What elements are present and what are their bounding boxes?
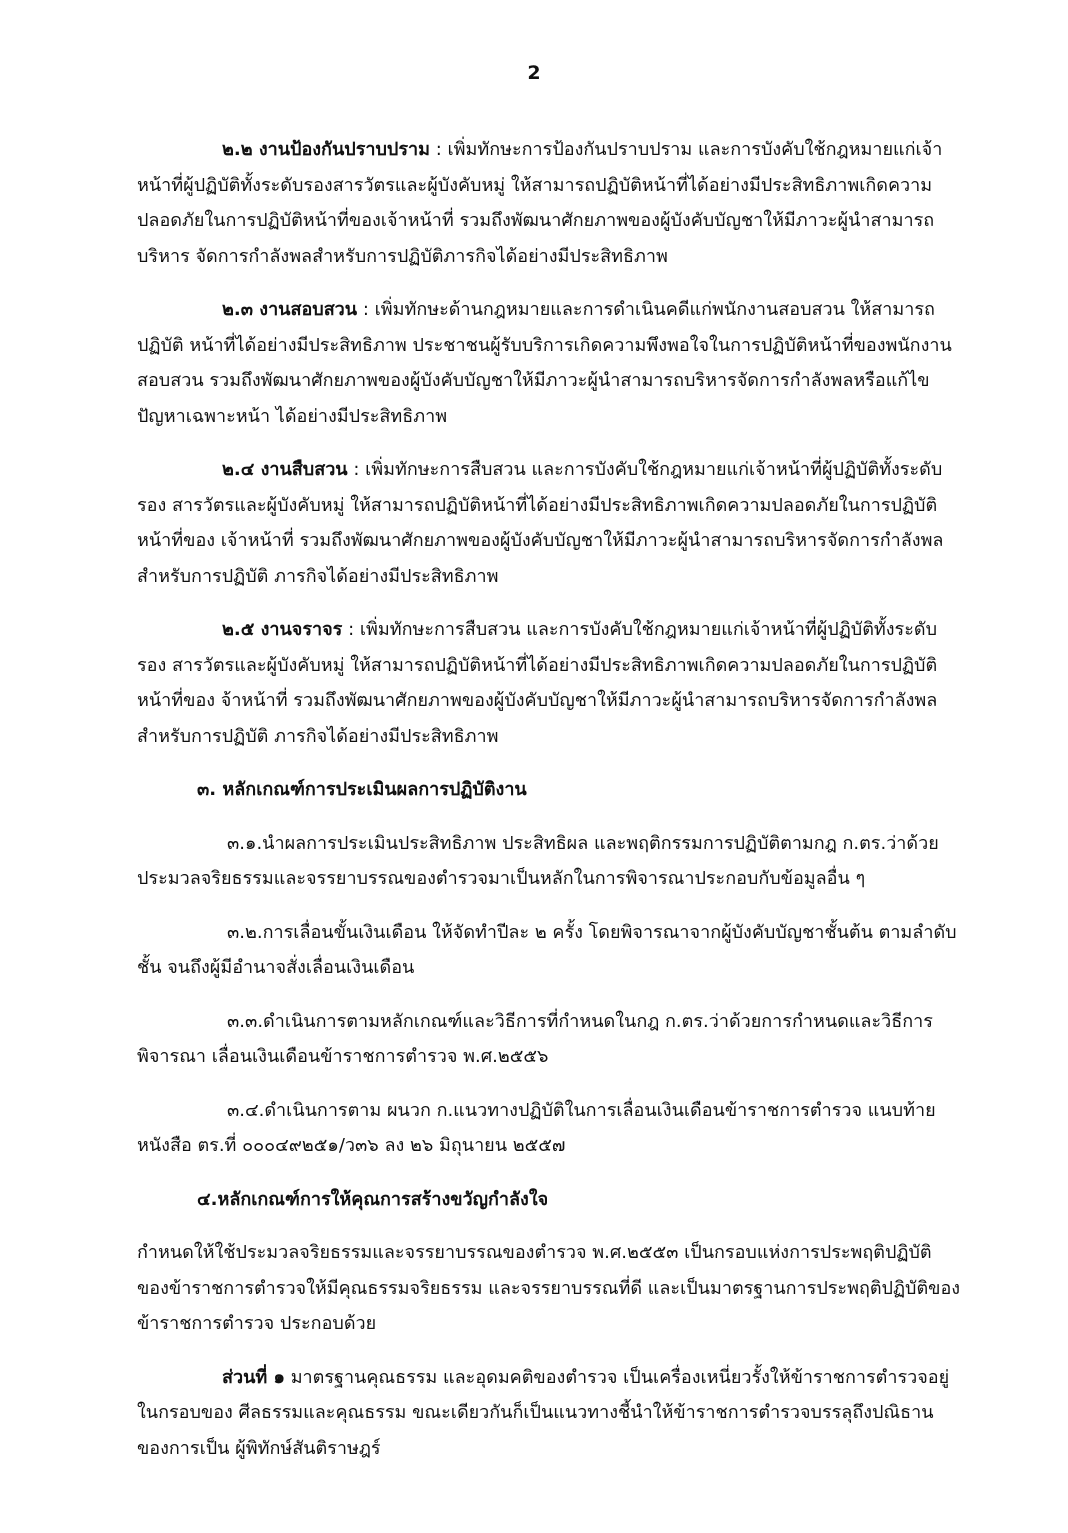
section-text: : เพิ่มทักษะการสืบสวน และการบังคับใช้กฎหมายแก่เจ้าหน้าที่ผู้ปฏิบัติทั้งระดับรอง สารวัตรและผู้บังคับหมู่ ให้สามารถปฏิบัติหน้าที่ได้อย่างมีประสิทธิภาพเกิดความปลอดภัยในการปฏิบัติหน้าที่ของ จ้าหน้าที่ รวมถึงพัฒนาศักยภาพของผู้บังคับบัญชาให้มีภาวะผู้นำสามารถบริหารจัดการกำลังพลสำหรับการปฏิบัติ ภารกิจได้อย่างมีประสิทธิภาพ [137,619,938,747]
section-lead: ๒.๒ งานป้องกันปราบปราม [222,139,430,160]
heading-4-morale-criteria: ๔.หลักเกณฑ์การให้คุณการสร้างขวัญกำลังใจ [197,1188,549,1210]
item-3-3: ๓.๓.ดำเนินการตามหลักเกณฑ์และวิธีการที่กำหนดในกฎ ก.ตร.ว่าด้วยการกำหนดและวิธีการพิจารณา เลื่อนเงินเดือนข้าราชการตำรวจ พ.ศ.๒๕๕๖ [137,1010,933,1067]
part-text: มาตรฐานคุณธรรม และอุดมคติของตำรวจ เป็นเครื่องเหนี่ยวรั้งให้ข้าราชการตำรวจอยู่ในกรอบของ ศีลธรรมและคุณธรรม ขณะเดียวกันก็เป็นแนวทางชี้นำให้ข้าราชการตำรวจบรรลุถึงปณิธานของการเป็น ผู้พิทักษ์สันติราษฎร์ [137,1366,950,1459]
part-1-moral-standards [137,1360,962,1467]
section-2-2-prevention [137,132,962,274]
item-3-2: ๓.๒.การเลื่อนขั้นเงินเดือน ให้จัดทำปีละ ๒ ครั้ง โดยพิจารณาจากผู้บังคับบัญชาชั้นต้น ตามลำดับชั้น จนถึงผู้มีอำนาจสั่งเลื่อนเงินเดือน [137,921,957,978]
section-lead: ๒.๔ งานสืบสวน [222,459,348,480]
section-text: : เพิ่มทักษะการสืบสวน และการบังคับใช้กฎหมายแก่เจ้าหน้าที่ผู้ปฏิบัติทั้งระดับรอง สารวัตรและผู้บังคับหมู่ ให้สามารถปฏิบัติหน้าที่ได้อย่างมีประสิทธิภาพเกิดความปลอดภัยในการปฏิบัติหน้าที่ของ เจ้าหน้าที่ รวมถึงพัฒนาศักยภาพของผู้บังคับบัญชาให้มีภาวะผู้นำสามารถบริหารจัดการกำลังพลสำหรับการปฏิบัติ ภารกิจได้อย่างมีประสิทธิภาพ [137,459,944,587]
paragraph-4-ethics-code: กำหนดให้ใช้ประมวลจริยธรรมและจรรยาบรรณของตำรวจ พ.ศ.๒๕๕๓ เป็นกรอบแห่งการประพฤติปฏิบัติของข้าราชการตำรวจให้มีคุณธรรมจริยธรรม และจรรยาบรรณที่ดี และเป็นมาตรฐานการประพฤติปฏิบัติของข้าราชการตำรวจ ประกอบด้วย [137,1242,961,1334]
section-text: : เพิ่มทักษะด้านกฎหมายและการดำเนินคดีแก่พนักงานสอบสวน ให้สามารถปฏิบัติ หน้าที่ได้อย่างมีประสิทธิภาพ ประชาชนผู้รับบริการเกิดความพึงพอใจในการปฏิบัติหน้าที่ของพนักงานสอบสวน รวมถึงพัฒนาศักยภาพของผู้บังคับบัญชาให้มีภาวะผู้นำสามารถบริหารจัดการกำลังพลหรือแก้ไขปัญหาเฉพาะหน้า ได้อย่างมีประสิทธิภาพ [137,299,952,427]
item-3-1: ๓.๑.นำผลการประเมินประสิทธิภาพ ประสิทธิผล และพฤติกรรมการปฏิบัติตามกฎ ก.ตร.ว่าด้วยประมวลจริยธรรมและจรรยาบรรณของตำรวจมาเป็นหลักในการพิจารณาประกอบกับข้อมูลอื่น ๆ [137,832,939,889]
item-3-4: ๓.๔.ดำเนินการตาม ผนวก ก.แนวทางปฏิบัติในการเลื่อนเงินเดือนข้าราชการตำรวจ แนบท้ายหนังสือ ตร.ที่ ๐๐๐๔๙๒๕๑/ว๓๖ ลง ๒๖ มิถุนายน ๒๕๕๗ [137,1099,936,1156]
section-2-4-detective [137,452,962,594]
page-number: 2 [527,62,541,84]
section-2-5-traffic [137,612,962,754]
part-lead: ส่วนที่ ๑ [222,1366,285,1388]
section-2-3-investigation [137,292,962,434]
section-text: : เพิ่มทักษะการป้องกันปราบปราม และการบังคับใช้กฎหมายแก่เจ้าหน้าที่ผู้ปฏิบัติทั้งระดับรองสารวัตรและผู้บังคับหมู่ ให้สามารถปฏิบัติหน้าที่ได้อย่างมีประสิทธิภาพเกิดความปลอดภัยในการปฏิบัติหน้าที่ของเจ้าหน้าที่ รวมถึงพัฒนาศักยภาพของผู้บังคับบัญชาให้มีภาวะผู้นำสามารถบริหาร จัดการกำลังพลสำหรับการปฏิบัติภารกิจได้อย่างมีประสิทธิภาพ [137,139,943,267]
document-body [137,132,962,1484]
section-lead: ๒.๕ งานจราจร [222,619,343,640]
section-lead: ๒.๓ งานสอบสวน [222,299,358,320]
heading-3-evaluation-criteria: ๓. หลักเกณฑ์การประเมินผลการปฏิบัติงาน [197,779,527,800]
